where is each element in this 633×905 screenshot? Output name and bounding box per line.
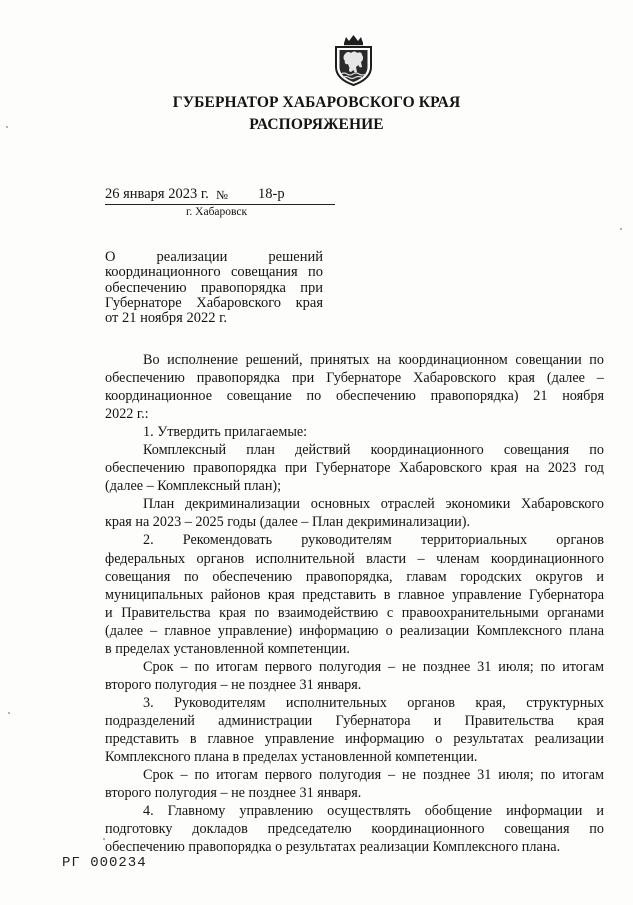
body-line: края на 2023 – 2025 годы (далее – План декриминализации).: [105, 514, 471, 531]
document-body: [105, 351, 604, 856]
body-line: представить в главное управление информацию о результатах реализации: [105, 730, 604, 747]
body-line: координационное совещание по обеспечению правопорядка) 21 ноября: [105, 388, 604, 405]
body-line: Комплексного плана в пределах установленной компетенции.: [105, 749, 478, 766]
body-line: второго полугодия – не позднее 31 января.: [105, 785, 362, 802]
scan-speck: [620, 228, 622, 230]
form-serial-number: РГ 000234: [62, 855, 147, 871]
document-date: 26 января 2023 г.: [105, 186, 209, 202]
number-sign: №: [216, 188, 228, 202]
body-line: План декриминализации основных отраслей экономики Хабаровского: [143, 496, 604, 513]
issue-city: г. Хабаровск: [186, 206, 248, 218]
scan-speck: [8, 712, 10, 714]
body-line: 3. Руководителям исполнительных органов края, структурных: [143, 694, 604, 711]
body-line: Срок – по итогам первого полугодия – не позднее 31 июля; по итогам: [143, 767, 604, 784]
subject-line: от 21 ноября 2022 г.: [105, 310, 228, 327]
body-line: Комплексный план действий координационного совещания по: [143, 442, 604, 459]
scan-speck: [103, 838, 105, 840]
body-line: второго полугодия – не позднее 31 января.: [105, 676, 362, 693]
subject-line: обеспечению правопорядка при: [105, 279, 323, 296]
date-number-line: [105, 188, 335, 206]
document-number: 18-р: [258, 186, 285, 202]
body-line: обеспечению правопорядка при Губернаторе Хабаровского края (далее –: [105, 370, 604, 387]
subject-line: координационного совещания по: [105, 264, 323, 281]
document-type-heading: РАСПОРЯЖЕНИЕ: [249, 116, 384, 133]
body-line: Срок – по итогам первого полугодия – не позднее 31 июля; по итогам: [143, 658, 604, 675]
body-line: (далее – главное управление) информацию о реализации Комплексного плана: [105, 622, 604, 639]
khabarovsk-krai-coat-of-arms-icon: [333, 34, 374, 86]
body-line: совещания по обеспечению правопорядка, главам городских округов и: [105, 568, 604, 585]
subject-line: О реализации решений: [105, 249, 323, 265]
date-number-underline: [105, 204, 335, 205]
body-line: 1. Утвердить прилагаемые:: [143, 424, 308, 441]
issuing-authority-heading: ГУБЕРНАТОР ХАБАРОВСКОГО КРАЯ: [172, 94, 461, 111]
body-line: 2. Рекомендовать руководителям территориальных органов: [143, 532, 604, 549]
body-line: обеспечению правопорядка при Губернаторе Хабаровского края на 2023 год: [105, 460, 604, 477]
body-line: 4. Главному управлению осуществлять обобщение информации и: [143, 803, 604, 820]
body-line: Во исполнение решений, принятых на координационном совещании по: [143, 352, 604, 368]
subject-line: Губернаторе Хабаровского края: [105, 294, 323, 311]
body-line: подразделений администрации Губернатора и Правительства края: [105, 712, 604, 729]
body-line: обеспечению правопорядка о результатах реализации Комплексного плана.: [105, 839, 561, 856]
body-line: 2022 г.:: [105, 406, 149, 423]
body-line: и Правительства края по взаимодействию с правоохранительными органами: [105, 604, 604, 621]
body-line: муниципальных районов края представить в главное управление Губернатора: [105, 586, 604, 603]
document-subject: [105, 250, 323, 326]
body-line: федеральных органов исполнительной власти – членам координационного: [105, 550, 604, 567]
body-line: (далее – Комплексный план);: [105, 478, 282, 495]
body-line: в пределах установленной компетенции.: [105, 640, 350, 657]
body-line: подготовку докладов председателю координационного совещания по: [105, 821, 604, 838]
scan-speck: [6, 126, 8, 128]
